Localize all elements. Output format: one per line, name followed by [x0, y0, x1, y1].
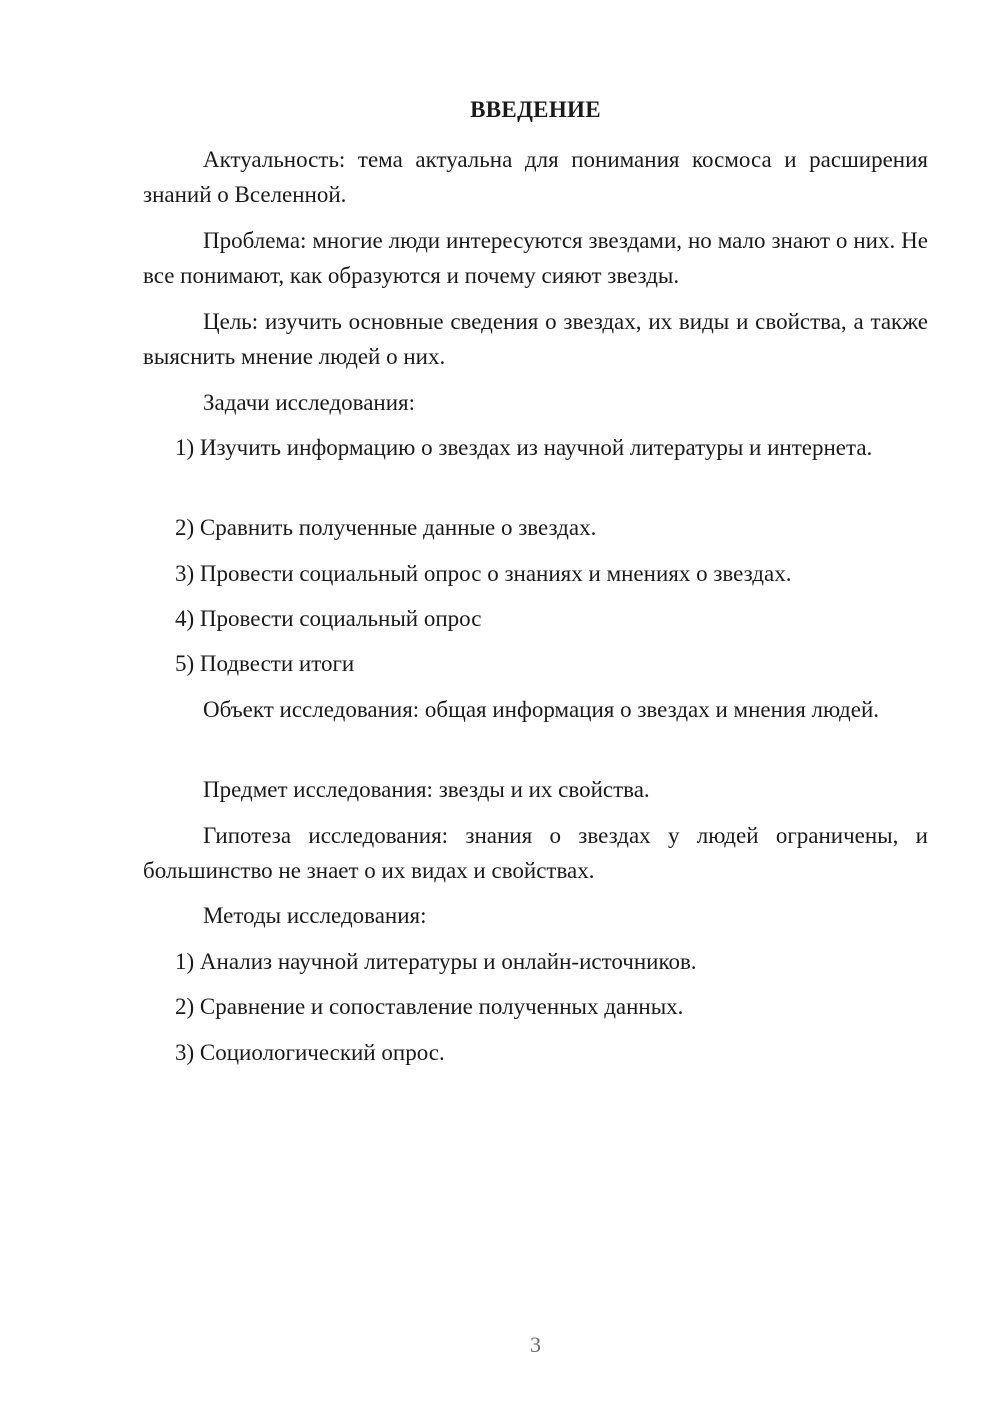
- document-page: [143, 0, 928, 1414]
- tasks-heading: Задачи исследования:: [203, 390, 416, 415]
- list-item-task-1: 1) Изучить информацию о звездах из научной литературы и интернета.: [175, 435, 873, 460]
- list-item-method-2: 2) Сравнение и сопоставление полученных данных.: [175, 994, 684, 1019]
- methods-heading: Методы исследования:: [203, 903, 427, 928]
- paragraph-goal: Цель: изучить основные сведения о звездах, их виды и свойства, а также выяснить мнение людей о них.: [143, 309, 928, 369]
- list-item-method-3: 3) Социологический опрос.: [175, 1040, 445, 1065]
- list-item-task-3: 3) Провести социальный опрос о знаниях и мнениях о звездах.: [175, 561, 792, 586]
- page-title: ВВЕДЕНИЕ: [470, 97, 601, 122]
- paragraph-subject: Предмет исследования: звезды и их свойства.: [203, 777, 650, 802]
- list-item-task-2: 2) Сравнить полученные данные о звездах.: [175, 515, 597, 540]
- list-item-task-4: 4) Провести социальный опрос: [175, 606, 482, 631]
- page-number: 3: [530, 1332, 541, 1357]
- list-item-method-1: 1) Анализ научной литературы и онлайн-источников.: [175, 949, 697, 974]
- paragraph-problem: Проблема: многие люди интересуются звездами, но мало знают о них. Не все понимают, как образуются и почему сияют звезды.: [143, 228, 928, 288]
- list-item-task-5: 5) Подвести итоги: [175, 651, 355, 676]
- paragraph-object: Объект исследования: общая информация о звездах и мнения людей.: [203, 697, 880, 722]
- paragraph-relevance: Актуальность: тема актуальна для понимания космоса и расширения знаний о Вселенной.: [143, 147, 928, 207]
- paragraph-hypothesis: Гипотеза исследования: знания о звездах у людей ограничены, и большинство не знает о их видах и свойствах.: [143, 823, 928, 883]
